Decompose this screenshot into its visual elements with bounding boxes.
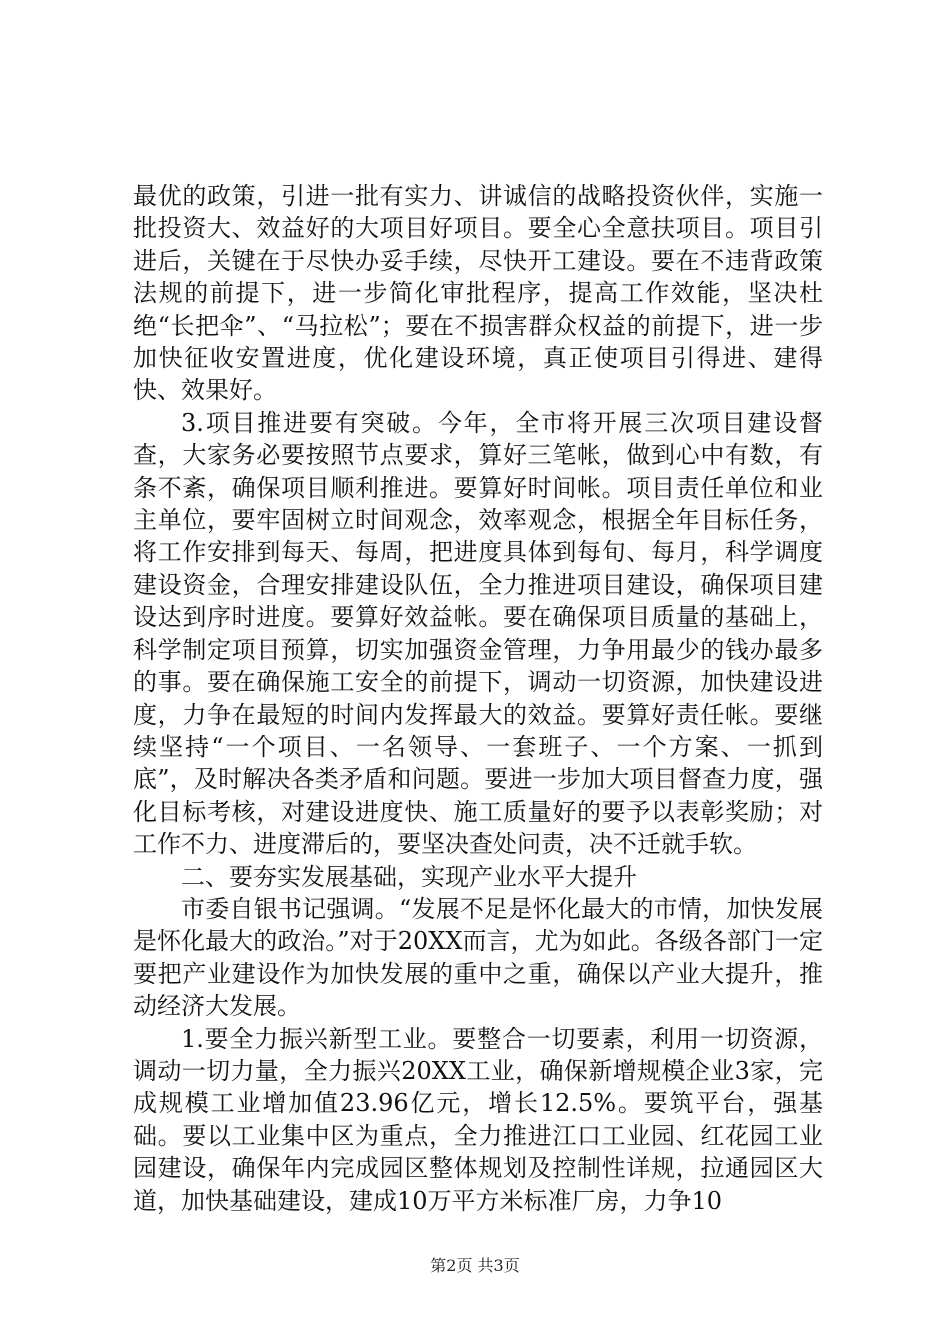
paragraph-2: 3.项目推进要有突破。今年，全市将开展三次项目建设督查，大家务必要按照节点要求，算好三笔帐，做到心中有数，有条不紊，确保项目顺利推进。要算好时间帐。项目责任单位和业主单位，要牢固树立时间观念，效率观念，根据全年目标任务，将工作安排到每天、每周，把进度具体到每旬、每月，科学调度建设资金，合理安排建设队伍，全力推进项目建设，确保项目建设达到序时进度。要算好效益帐。要在确保项目质量的基础上，科学制定项目预算，切实加强资金管理，力争用最少的钱办最多的事。要在确保施工安全的前提下，调动一切资源，加快建设进度，力争在最短的时间内发挥最大的效益。要算好责任帐。要继续坚持“一个项目、一名领导、一套班子、一个方案、一抓到底”，及时解决各类矛盾和问题。要进一步加大项目督查力度，强化目标考核，对建设进度快、施工质量好的要予以表彰奖励；对工作不力、进度滞后的，要坚决查处问责，决不迁就手软。 <box>133 408 823 859</box>
paragraph-4: 1.要全力振兴新型工业。要整合一切要素，利用一切资源，调动一切力量，全力振兴20XX工业，确保新增规模企业3家，完成规模工业增加值23.96亿元，增长12.5%。要筑平台，强基础。要以工业集中区为重点，全力推进江口工业园、红花园工业园建设，确保年内完成园区整体规划及控制性详规，拉通园区大道，加快基础建设，建成10万平方米标准厂房，力争10 <box>133 1024 823 1215</box>
section-heading: 二、要夯实发展基础，实现产业水平大提升 <box>181 862 637 891</box>
paragraph-3: 市委自银书记强调。“发展不足是怀化最大的市情，加快发展是怀化最大的政治。”对于20XX而言，尤为如此。各级各部门一定要把产业建设作为加快发展的重中之重，确保以产业大提升，推动经济大发展。 <box>133 894 823 1021</box>
page-footer: 第2页 共3页 <box>430 1256 520 1275</box>
body-text <box>133 180 823 1217</box>
paragraph-1: 最优的政策，引进一批有实力、讲诚信的战略投资伙伴，实施一批投资大、效益好的大项目好项目。要全心全意扶项目。项目引进后，关键在于尽快办妥手续，尽快开工建设。要在不违背政策法规的前提下，进一步简化审批程序，提高工作效能，坚决杜绝“长把伞”、“马拉松”；要在不损害群众权益的前提下，进一步加快征收安置进度，优化建设环境，真正使项目引得进、建得快、效果好。 <box>133 182 823 405</box>
